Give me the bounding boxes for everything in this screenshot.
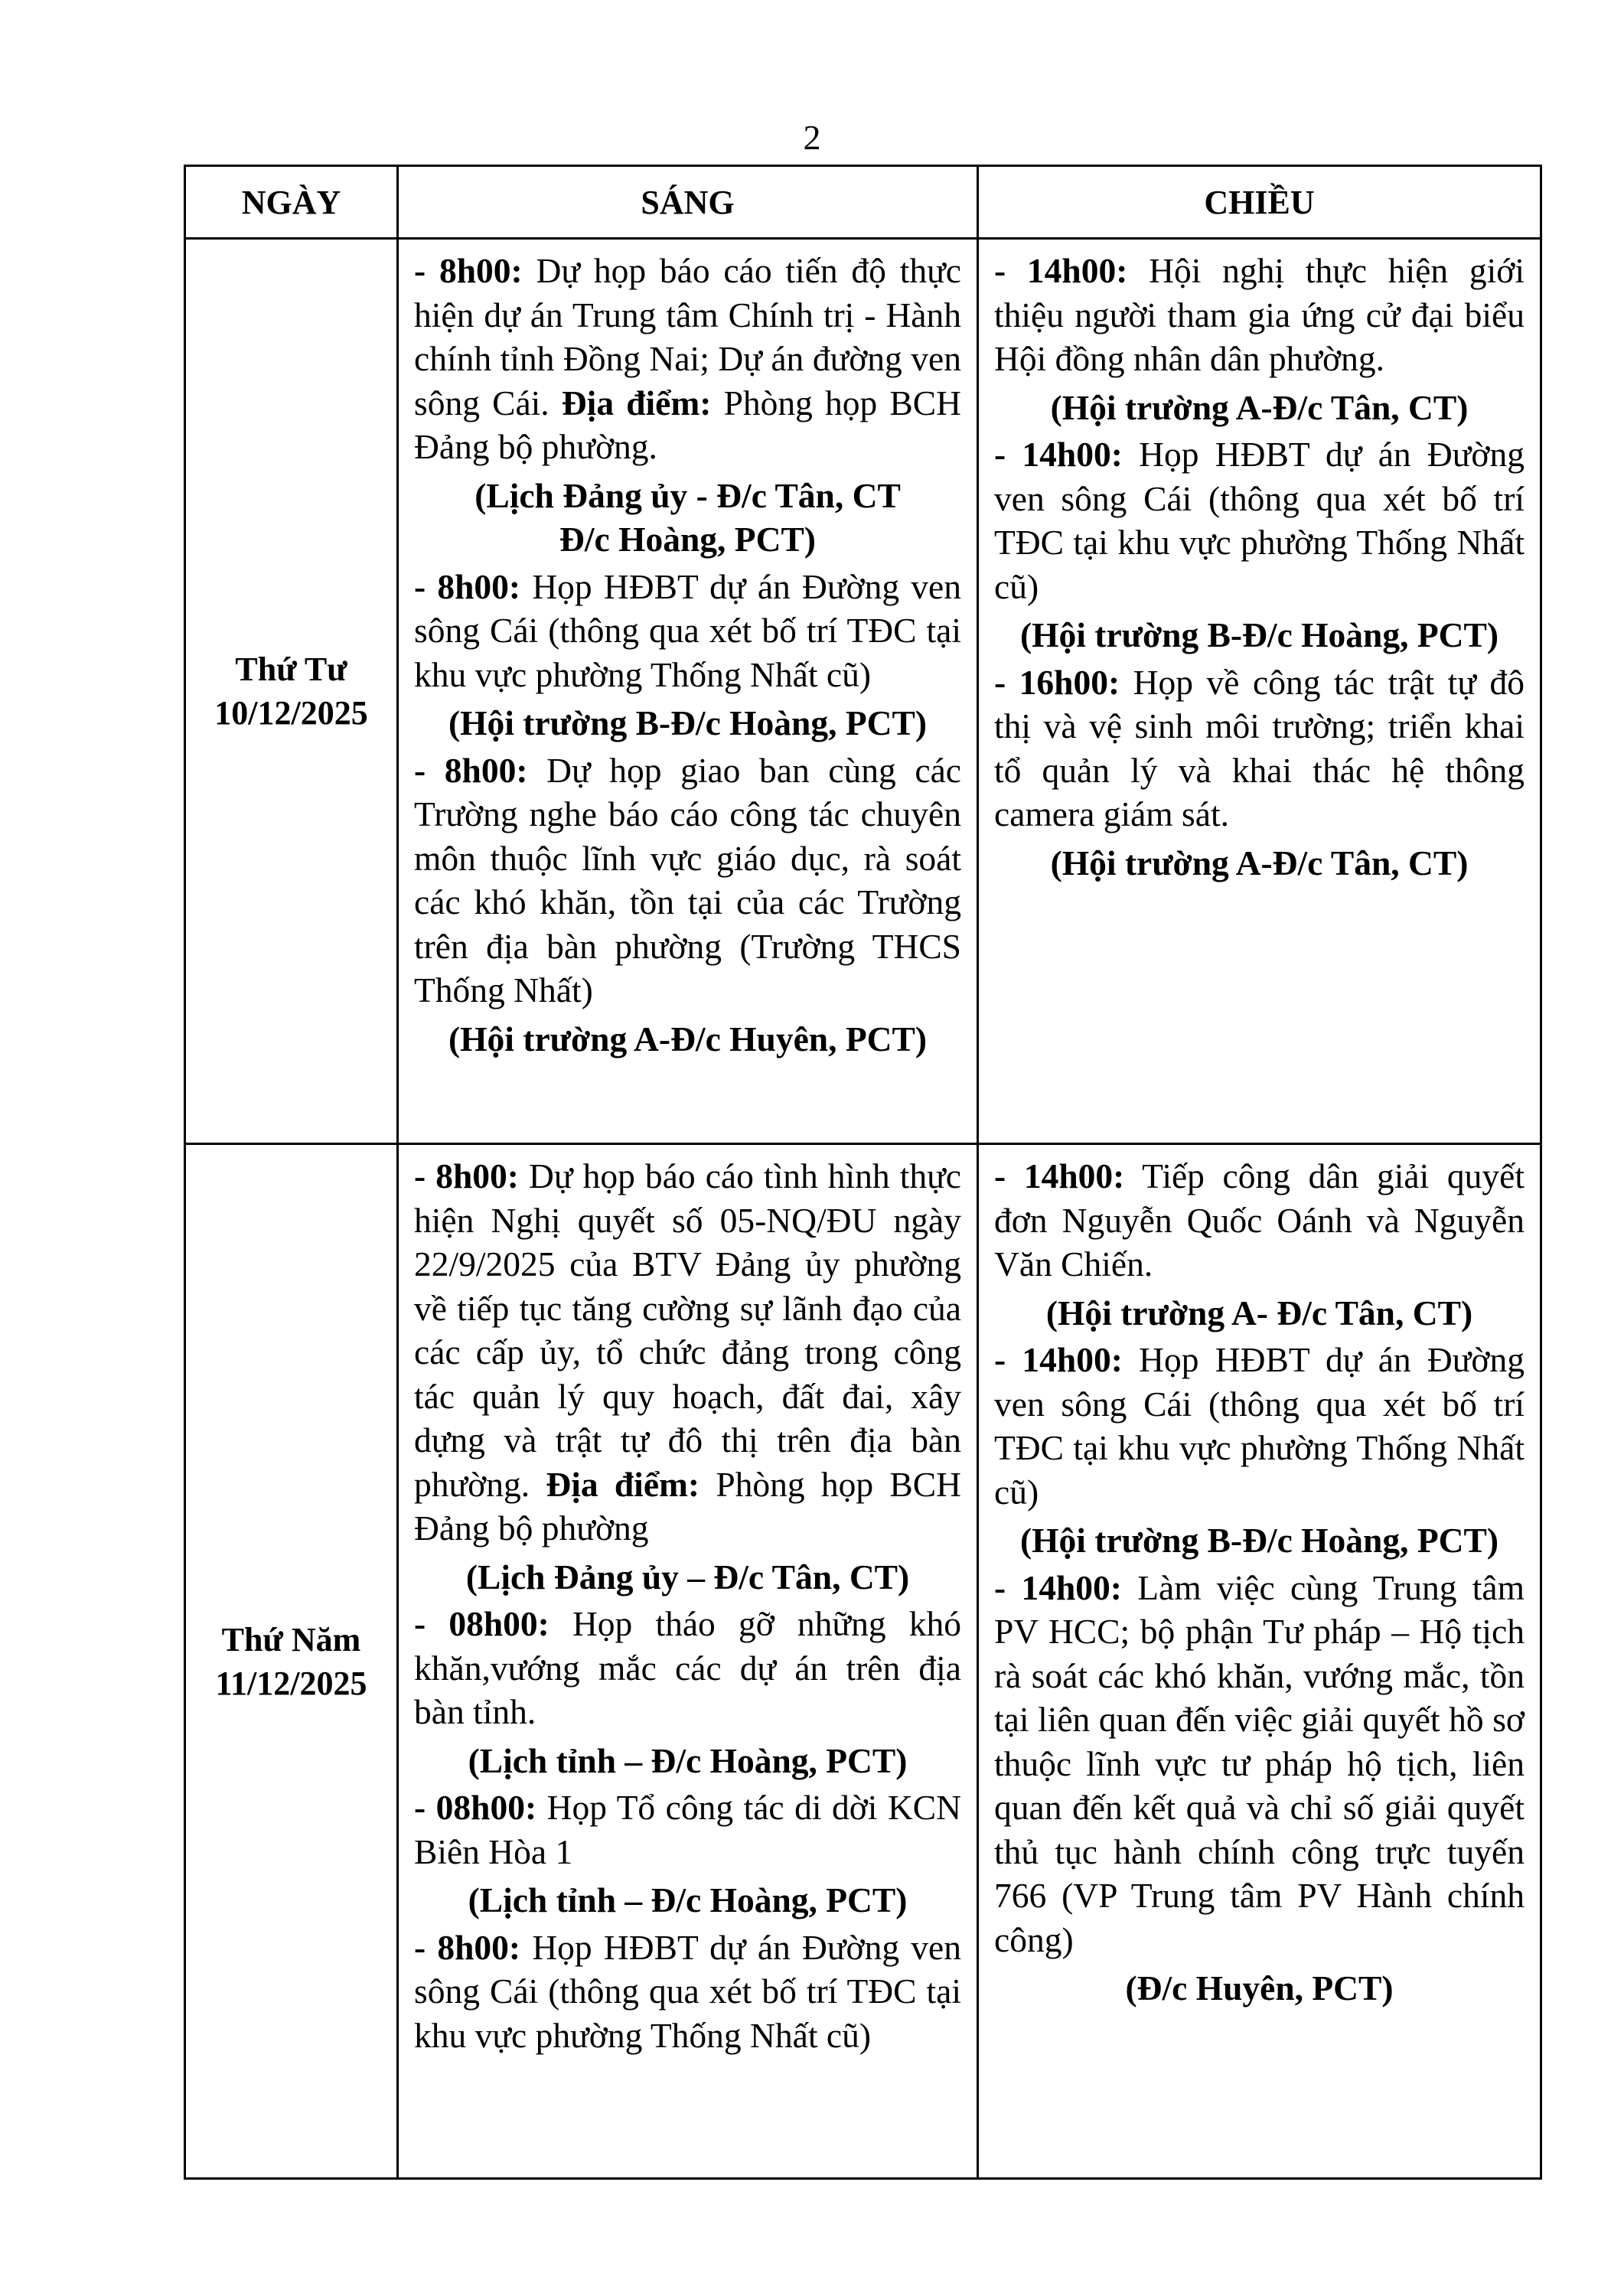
note-line: Đ/c Hoàng, PCT) [559, 520, 816, 559]
page-number: 2 [803, 118, 821, 157]
item-time: - 14h00: [994, 1567, 1122, 1607]
day-cell [185, 1144, 398, 2179]
location-label: Địa điểm: [561, 383, 712, 422]
morning-cell [398, 1144, 978, 2179]
date: 10/12/2025 [214, 694, 368, 732]
item-text: Họp HĐBT dự án Đường ven sông Cái (thông qua xét bố trí TĐC tại khu vực phường Thống Nhất cũ) [414, 1927, 961, 2055]
schedule-item [414, 1786, 961, 1874]
location: Phòng họp BCH Đảng bộ phường. [414, 383, 961, 466]
day-row-wednesday [185, 239, 1541, 1144]
header-row [185, 166, 1541, 239]
item-text: Hội nghị thực hiện giới thiệu người tham gia ứng cử đại biểu Hội đồng nhân dân phường. [994, 251, 1525, 378]
item-time: - 8h00: [414, 750, 528, 790]
item-note: (Hội trường B-Đ/c Hoàng, PCT) [448, 703, 927, 742]
schedule-item [994, 1154, 1525, 1287]
header-day: NGÀY [185, 166, 398, 239]
schedule-item [414, 565, 961, 697]
item-time: - 8h00: [414, 1156, 519, 1195]
schedule-item [414, 249, 961, 469]
afternoon-cell [978, 1144, 1541, 2179]
item-text: Dự họp giao ban cùng các Trường nghe báo cáo công tác chuyên môn thuộc lĩnh vực giáo dục, rà soát các khó khăn, tồn tại của các Trường trên địa bàn phường (Trường THCS Thống Nhất) [414, 750, 961, 1009]
item-time: - 14h00: [994, 1340, 1123, 1379]
item-note: (Hội trường A-Đ/c Huyên, PCT) [448, 1019, 927, 1058]
item-note [414, 474, 961, 562]
header-morning: SÁNG [398, 166, 978, 239]
item-note: (Lịch Đảng ủy – Đ/c Tân, CT) [465, 1557, 910, 1596]
item-text: Họp HĐBT dự án Đường ven sông Cái (thông qua xét bố trí TĐC tại khu vực phường Thống Nhất cũ) [414, 566, 961, 694]
morning-cell [398, 239, 978, 1144]
item-note: (Lịch tỉnh – Đ/c Hoàng, PCT) [468, 1880, 908, 1919]
item-text: Họp Tổ công tác di dời KCN Biên Hòa 1 [414, 1788, 962, 1871]
schedule-item [994, 249, 1525, 381]
schedule-item [994, 660, 1525, 837]
item-time: - 8h00: [414, 566, 521, 606]
item-note: (Hội trường A- Đ/c Tân, CT) [1045, 1293, 1473, 1332]
item-note: (Hội trường B-Đ/c Hoàng, PCT) [1019, 615, 1498, 654]
item-text: Dự họp báo cáo tiến độ thực hiện dự án Trung tâm Chính trị - Hành chính tỉnh Đồng Nai; Dự án đường ven sông Cái. [414, 251, 961, 422]
schedule-table [184, 165, 1542, 2180]
item-time: - 08h00: [414, 1788, 537, 1827]
day-cell [185, 239, 398, 1144]
item-note: (Lịch tỉnh – Đ/c Hoàng, PCT) [468, 1740, 908, 1780]
weekday: Thứ Năm [221, 1620, 361, 1658]
schedule-item [414, 748, 961, 1013]
item-time: - 14h00: [994, 435, 1123, 474]
item-text: Họp tháo gỡ những khó khăn,vướng mắc các dự án trên địa bàn tỉnh. [414, 1604, 962, 1731]
item-time: - 8h00: [414, 1927, 521, 1967]
item-text: Họp HĐBT dự án Đường ven sông Cái (thông qua xét bố trí TĐC tại khu vực phường Thống Nhất cũ) [994, 1340, 1525, 1512]
schedule-item [414, 1926, 961, 2058]
weekday: Thứ Tư [235, 651, 347, 688]
item-text: Tiếp công dân giải quyết đơn Nguyễn Quốc Oánh và Nguyễn Văn Chiến. [994, 1156, 1525, 1283]
schedule-item [994, 1566, 1525, 1962]
item-note: (Hội trường A-Đ/c Tân, CT) [1050, 387, 1469, 427]
item-note: (Hội trường B-Đ/c Hoàng, PCT) [1019, 1521, 1498, 1560]
date: 11/12/2025 [215, 1664, 367, 1702]
item-text: Dự họp báo cáo tình hình thực hiện Nghị quyết số 05-NQ/ĐU ngày 22/9/2025 của BTV Đảng ủy phường về tiếp tục tăng cường sự lãnh đạo của các cấp ủy, tổ chức đảng trong công tác quản lý quy hoạch, đất đai, xây dựng và trật tự đô thị trên địa bàn phường. [414, 1156, 961, 1504]
item-time: - 08h00: [414, 1604, 549, 1643]
item-time: - 8h00: [414, 251, 523, 290]
location: Phòng họp BCH Đảng bộ phường [414, 1464, 961, 1548]
item-time: - 14h00: [994, 251, 1128, 290]
day-row-thursday [185, 1144, 1541, 2179]
item-text: Họp HĐBT dự án Đường ven sông Cái (thông qua xét bố trí TĐC tại khu vực phường Thống Nhất cũ) [994, 435, 1525, 606]
afternoon-cell [978, 239, 1541, 1144]
schedule-item [994, 1338, 1525, 1514]
item-time: - 16h00: [994, 662, 1120, 702]
schedule-item [414, 1602, 961, 1734]
item-time: - 14h00: [994, 1156, 1125, 1195]
note-line: (Lịch Đảng ủy - Đ/c Tân, CT [474, 475, 901, 515]
header-afternoon: CHIỀU [978, 166, 1541, 239]
item-text: Làm việc cùng Trung tâm PV HCC; bộ phận Tư pháp – Hộ tịch rà soát các khó khăn, vướng mắc, tồn tại liên quan đến việc giải quyết hồ sơ thuộc lĩnh vực tư pháp hộ tịch, liên quan đến kết quả và chỉ số giải quyết thủ tục hành chính công trực tuyến 766 (VP Trung tâm PV Hành chính công) [994, 1567, 1525, 1959]
item-note: (Đ/c Huyên, PCT) [1125, 1968, 1394, 2007]
item-text: Họp về công tác trật tự đô thị và vệ sinh môi trường; triển khai tổ quản lý và khai thác hệ thông camera giám sát. [994, 662, 1525, 833]
schedule-item [414, 1154, 961, 1551]
item-note: (Hội trường A-Đ/c Tân, CT) [1050, 843, 1469, 882]
location-label: Địa điểm: [546, 1464, 700, 1504]
schedule-item [994, 432, 1525, 608]
